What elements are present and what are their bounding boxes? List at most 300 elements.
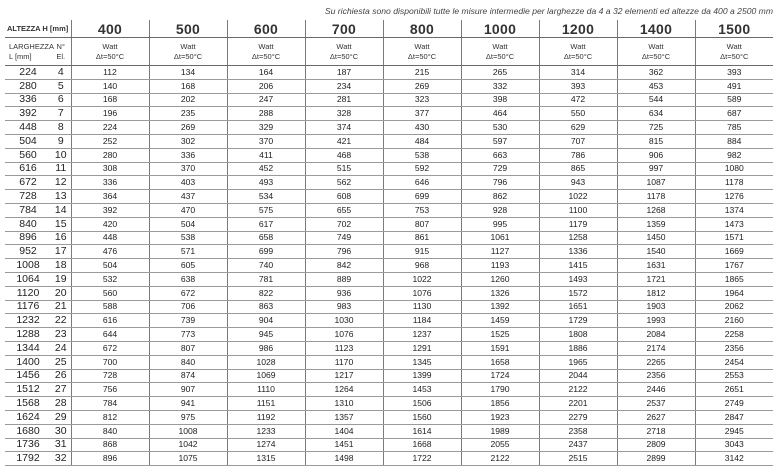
width-cell: 280 bbox=[5, 79, 51, 93]
watt-cell: 3043 bbox=[695, 438, 773, 452]
table-row bbox=[5, 190, 773, 204]
watt-cell: 907 bbox=[149, 383, 227, 397]
watt-cell: 2809 bbox=[617, 438, 695, 452]
watt-cell: 608 bbox=[305, 190, 383, 204]
watt-cell: 1233 bbox=[227, 424, 305, 438]
watt-cell: 265 bbox=[461, 66, 539, 80]
width-cell: 672 bbox=[5, 176, 51, 190]
watt-cell: 889 bbox=[305, 272, 383, 286]
height-600-header: 600 bbox=[227, 20, 305, 38]
unit-header-cell bbox=[539, 38, 617, 66]
elements-cell: 20 bbox=[51, 286, 71, 300]
watt-cell: 314 bbox=[539, 66, 617, 80]
watt-cell: 753 bbox=[383, 203, 461, 217]
watt-cell: 785 bbox=[695, 121, 773, 135]
width-cell: 1512 bbox=[5, 383, 51, 397]
table-row bbox=[5, 231, 773, 245]
watt-cell: 906 bbox=[617, 148, 695, 162]
watt-cell: 1326 bbox=[461, 286, 539, 300]
table-row bbox=[5, 341, 773, 355]
watt-cell: 504 bbox=[149, 217, 227, 231]
watt-cell: 1291 bbox=[383, 341, 461, 355]
watt-cell: 2358 bbox=[539, 424, 617, 438]
watt-cell: 1315 bbox=[227, 452, 305, 466]
unit-header-cell bbox=[305, 38, 383, 66]
watt-cell: 472 bbox=[539, 93, 617, 107]
width-cell: 1176 bbox=[5, 300, 51, 314]
watt-cell: 868 bbox=[71, 438, 149, 452]
watt-cell: 196 bbox=[71, 107, 149, 121]
unit-header-cell bbox=[617, 38, 695, 66]
watt-cell: 589 bbox=[695, 93, 773, 107]
unit-watt: Watt bbox=[648, 42, 664, 51]
watt-cell: 2258 bbox=[695, 328, 773, 342]
watt-cell: 1790 bbox=[461, 383, 539, 397]
watt-cell: 1276 bbox=[695, 190, 773, 204]
watt-cell: 2055 bbox=[461, 438, 539, 452]
watt-cell: 1572 bbox=[539, 286, 617, 300]
table-row bbox=[5, 300, 773, 314]
watt-cell: 2084 bbox=[617, 328, 695, 342]
watt-cell: 411 bbox=[227, 148, 305, 162]
watt-cell: 663 bbox=[461, 148, 539, 162]
watt-cell: 1459 bbox=[461, 314, 539, 328]
table-row bbox=[5, 272, 773, 286]
watt-cell: 975 bbox=[149, 410, 227, 424]
watt-cell: 534 bbox=[227, 190, 305, 204]
unit-header-cell bbox=[695, 38, 773, 66]
elements-cell: 9 bbox=[51, 134, 71, 148]
table-row bbox=[5, 383, 773, 397]
watt-cell: 592 bbox=[383, 162, 461, 176]
unit-header-row bbox=[5, 38, 773, 66]
watt-cell: 1178 bbox=[617, 190, 695, 204]
watt-cell: 672 bbox=[71, 341, 149, 355]
unit-header-cell bbox=[149, 38, 227, 66]
watt-cell: 168 bbox=[149, 79, 227, 93]
watt-cell: 986 bbox=[227, 341, 305, 355]
watt-cell: 729 bbox=[461, 162, 539, 176]
watt-cell: 1450 bbox=[617, 231, 695, 245]
elements-cell: 25 bbox=[51, 355, 71, 369]
watt-cell: 476 bbox=[71, 245, 149, 259]
watt-cell: 538 bbox=[383, 148, 461, 162]
watt-cell: 672 bbox=[149, 286, 227, 300]
watt-cell: 1989 bbox=[461, 424, 539, 438]
elements-cell: 30 bbox=[51, 424, 71, 438]
unit-watt: Watt bbox=[492, 42, 508, 51]
watt-cell: 1264 bbox=[305, 383, 383, 397]
watt-cell: 739 bbox=[149, 314, 227, 328]
watt-cell: 2749 bbox=[695, 397, 773, 411]
watt-cell: 202 bbox=[149, 93, 227, 107]
watt-cell: 370 bbox=[227, 134, 305, 148]
watt-cell: 874 bbox=[149, 369, 227, 383]
watt-cell: 504 bbox=[71, 259, 149, 273]
watt-cell: 983 bbox=[305, 300, 383, 314]
watt-cell: 453 bbox=[617, 79, 695, 93]
unit-header-cell bbox=[227, 38, 305, 66]
watt-cell: 575 bbox=[227, 203, 305, 217]
watt-cell: 1451 bbox=[305, 438, 383, 452]
table-row bbox=[5, 203, 773, 217]
watt-cell: 437 bbox=[149, 190, 227, 204]
watt-cell: 1658 bbox=[461, 355, 539, 369]
watt-cell: 420 bbox=[71, 217, 149, 231]
watt-cell: 725 bbox=[617, 121, 695, 135]
watt-cell: 532 bbox=[71, 272, 149, 286]
watt-cell: 403 bbox=[149, 176, 227, 190]
watt-cell: 362 bbox=[617, 66, 695, 80]
watt-cell: 1151 bbox=[227, 397, 305, 411]
table-row bbox=[5, 286, 773, 300]
elements-label: N° bbox=[56, 42, 65, 51]
watt-cell: 1453 bbox=[383, 383, 461, 397]
performance-table bbox=[5, 20, 773, 466]
watt-cell: 2122 bbox=[461, 452, 539, 466]
watt-cell: 164 bbox=[227, 66, 305, 80]
width-cell: 1624 bbox=[5, 410, 51, 424]
watt-cell: 997 bbox=[617, 162, 695, 176]
watt-cell: 807 bbox=[383, 217, 461, 231]
elements-cell: 27 bbox=[51, 383, 71, 397]
watt-cell: 982 bbox=[695, 148, 773, 162]
table-row bbox=[5, 148, 773, 162]
watt-cell: 1217 bbox=[305, 369, 383, 383]
elements-cell: 15 bbox=[51, 217, 71, 231]
elements-cell: 26 bbox=[51, 369, 71, 383]
watt-cell: 1061 bbox=[461, 231, 539, 245]
watt-cell: 452 bbox=[227, 162, 305, 176]
elements-cell: 10 bbox=[51, 148, 71, 162]
watt-cell: 1260 bbox=[461, 272, 539, 286]
watt-cell: 699 bbox=[383, 190, 461, 204]
watt-cell: 224 bbox=[71, 121, 149, 135]
watt-cell: 1721 bbox=[617, 272, 695, 286]
watt-cell: 756 bbox=[71, 383, 149, 397]
watt-cell: 448 bbox=[71, 231, 149, 245]
watt-cell: 1345 bbox=[383, 355, 461, 369]
watt-cell: 1856 bbox=[461, 397, 539, 411]
unit-delta-t: Δt=50°C bbox=[173, 51, 203, 61]
watt-cell: 702 bbox=[305, 217, 383, 231]
elements-cell: 19 bbox=[51, 272, 71, 286]
width-cell: 1568 bbox=[5, 397, 51, 411]
watt-cell: 2847 bbox=[695, 410, 773, 424]
width-cell: 392 bbox=[5, 107, 51, 121]
watt-cell: 1179 bbox=[539, 217, 617, 231]
watt-cell: 1669 bbox=[695, 245, 773, 259]
watt-cell: 374 bbox=[305, 121, 383, 135]
watt-cell: 904 bbox=[227, 314, 305, 328]
elements-cell: 12 bbox=[51, 176, 71, 190]
unit-watt: Watt bbox=[102, 42, 118, 51]
watt-cell: 1923 bbox=[461, 410, 539, 424]
watt-cell: 1336 bbox=[539, 245, 617, 259]
table-row bbox=[5, 328, 773, 342]
width-cell: 1400 bbox=[5, 355, 51, 369]
watt-cell: 1392 bbox=[461, 300, 539, 314]
elements-cell: 6 bbox=[51, 93, 71, 107]
watt-cell: 1274 bbox=[227, 438, 305, 452]
watt-cell: 699 bbox=[227, 245, 305, 259]
watt-cell: 1399 bbox=[383, 369, 461, 383]
watt-cell: 332 bbox=[461, 79, 539, 93]
watt-cell: 928 bbox=[461, 203, 539, 217]
elements-cell: 18 bbox=[51, 259, 71, 273]
watt-cell: 865 bbox=[539, 162, 617, 176]
watt-cell: 2553 bbox=[695, 369, 773, 383]
watt-cell: 2945 bbox=[695, 424, 773, 438]
watt-cell: 1237 bbox=[383, 328, 461, 342]
table-row bbox=[5, 397, 773, 411]
watt-cell: 1076 bbox=[383, 286, 461, 300]
watt-cell: 329 bbox=[227, 121, 305, 135]
watt-cell: 1560 bbox=[383, 410, 461, 424]
watt-cell: 2718 bbox=[617, 424, 695, 438]
watt-cell: 269 bbox=[383, 79, 461, 93]
height-500-header: 500 bbox=[149, 20, 227, 38]
width-unit: L [mm] bbox=[9, 51, 32, 61]
watt-cell: 1170 bbox=[305, 355, 383, 369]
table-row bbox=[5, 107, 773, 121]
watt-cell: 597 bbox=[461, 134, 539, 148]
watt-cell: 616 bbox=[71, 314, 149, 328]
watt-cell: 2201 bbox=[539, 397, 617, 411]
watt-cell: 863 bbox=[227, 300, 305, 314]
watt-cell: 1540 bbox=[617, 245, 695, 259]
elements-cell: 28 bbox=[51, 397, 71, 411]
table-row bbox=[5, 369, 773, 383]
width-cell: 448 bbox=[5, 121, 51, 135]
watt-cell: 206 bbox=[227, 79, 305, 93]
width-column-header bbox=[5, 38, 55, 66]
watt-cell: 1100 bbox=[539, 203, 617, 217]
watt-cell: 392 bbox=[71, 203, 149, 217]
watt-cell: 1865 bbox=[695, 272, 773, 286]
watt-cell: 842 bbox=[305, 259, 383, 273]
watt-cell: 1022 bbox=[539, 190, 617, 204]
watt-cell: 134 bbox=[149, 66, 227, 80]
watt-cell: 544 bbox=[617, 93, 695, 107]
watt-cell: 588 bbox=[71, 300, 149, 314]
elements-column-header bbox=[51, 38, 71, 66]
watt-cell: 2437 bbox=[539, 438, 617, 452]
watt-cell: 773 bbox=[149, 328, 227, 342]
width-cell: 1008 bbox=[5, 259, 51, 273]
elements-cell: 5 bbox=[51, 79, 71, 93]
watt-cell: 1767 bbox=[695, 259, 773, 273]
watt-cell: 393 bbox=[695, 66, 773, 80]
watt-cell: 1993 bbox=[617, 314, 695, 328]
watt-cell: 655 bbox=[305, 203, 383, 217]
watt-cell: 470 bbox=[149, 203, 227, 217]
width-cell: 896 bbox=[5, 231, 51, 245]
watt-cell: 812 bbox=[71, 410, 149, 424]
width-cell: 336 bbox=[5, 93, 51, 107]
watt-cell: 2627 bbox=[617, 410, 695, 424]
watt-cell: 393 bbox=[539, 79, 617, 93]
watt-cell: 215 bbox=[383, 66, 461, 80]
unit-delta-t: Δt=50°C bbox=[485, 51, 515, 61]
watt-cell: 1404 bbox=[305, 424, 383, 438]
unit-delta-t: Δt=50°C bbox=[407, 51, 437, 61]
table-row bbox=[5, 424, 773, 438]
height-800-header: 800 bbox=[383, 20, 461, 38]
elements-cell: 31 bbox=[51, 438, 71, 452]
watt-cell: 1028 bbox=[227, 355, 305, 369]
watt-cell: 2356 bbox=[617, 369, 695, 383]
watt-cell: 280 bbox=[71, 148, 149, 162]
watt-cell: 707 bbox=[539, 134, 617, 148]
watt-cell: 468 bbox=[305, 148, 383, 162]
width-cell: 840 bbox=[5, 217, 51, 231]
watt-cell: 1415 bbox=[539, 259, 617, 273]
watt-cell: 1903 bbox=[617, 300, 695, 314]
watt-cell: 740 bbox=[227, 259, 305, 273]
unit-delta-t: Δt=50°C bbox=[641, 51, 671, 61]
watt-cell: 1651 bbox=[539, 300, 617, 314]
elements-cell: 21 bbox=[51, 300, 71, 314]
watt-cell: 1729 bbox=[539, 314, 617, 328]
watt-cell: 862 bbox=[461, 190, 539, 204]
unit-header-cell bbox=[71, 38, 149, 66]
table-body bbox=[5, 66, 773, 466]
width-cell: 952 bbox=[5, 245, 51, 259]
table-row bbox=[5, 66, 773, 80]
height-400-header: 400 bbox=[71, 20, 149, 38]
watt-cell: 2279 bbox=[539, 410, 617, 424]
watt-cell: 945 bbox=[227, 328, 305, 342]
watt-cell: 1008 bbox=[149, 424, 227, 438]
watt-cell: 943 bbox=[539, 176, 617, 190]
watt-cell: 749 bbox=[305, 231, 383, 245]
watt-cell: 430 bbox=[383, 121, 461, 135]
unit-delta-t: Δt=50°C bbox=[563, 51, 593, 61]
watt-cell: 896 bbox=[71, 452, 149, 466]
watt-cell: 700 bbox=[71, 355, 149, 369]
watt-cell: 1030 bbox=[305, 314, 383, 328]
watt-cell: 2122 bbox=[539, 383, 617, 397]
watt-cell: 784 bbox=[71, 397, 149, 411]
watt-cell: 1614 bbox=[383, 424, 461, 438]
watt-cell: 840 bbox=[149, 355, 227, 369]
watt-cell: 2160 bbox=[695, 314, 773, 328]
watt-cell: 1110 bbox=[227, 383, 305, 397]
watt-cell: 1808 bbox=[539, 328, 617, 342]
watt-cell: 629 bbox=[539, 121, 617, 135]
watt-cell: 491 bbox=[695, 79, 773, 93]
watt-cell: 323 bbox=[383, 93, 461, 107]
watt-cell: 2446 bbox=[617, 383, 695, 397]
watt-cell: 1178 bbox=[695, 176, 773, 190]
width-label: LARGHEZZA bbox=[9, 42, 55, 51]
watt-cell: 840 bbox=[71, 424, 149, 438]
watt-cell: 786 bbox=[539, 148, 617, 162]
watt-cell: 915 bbox=[383, 245, 461, 259]
watt-cell: 1076 bbox=[305, 328, 383, 342]
watt-cell: 1075 bbox=[149, 452, 227, 466]
watt-cell: 1310 bbox=[305, 397, 383, 411]
elements-cell: 16 bbox=[51, 231, 71, 245]
watt-cell: 658 bbox=[227, 231, 305, 245]
width-cell: 784 bbox=[5, 203, 51, 217]
height-1400-header: 1400 bbox=[617, 20, 695, 38]
watt-cell: 562 bbox=[305, 176, 383, 190]
watt-cell: 168 bbox=[71, 93, 149, 107]
watt-cell: 1258 bbox=[539, 231, 617, 245]
watt-cell: 706 bbox=[149, 300, 227, 314]
unit-watt: Watt bbox=[336, 42, 352, 51]
watt-cell: 728 bbox=[71, 369, 149, 383]
watt-cell: 796 bbox=[305, 245, 383, 259]
watt-cell: 1184 bbox=[383, 314, 461, 328]
height-header-row bbox=[5, 20, 773, 38]
watt-cell: 377 bbox=[383, 107, 461, 121]
unit-delta-t: Δt=50°C bbox=[95, 51, 125, 61]
elements-cell: 4 bbox=[51, 66, 71, 80]
width-cell: 1288 bbox=[5, 328, 51, 342]
watt-cell: 1359 bbox=[617, 217, 695, 231]
watt-cell: 398 bbox=[461, 93, 539, 107]
elements-cell: 14 bbox=[51, 203, 71, 217]
watt-cell: 538 bbox=[149, 231, 227, 245]
watt-cell: 308 bbox=[71, 162, 149, 176]
table-row bbox=[5, 438, 773, 452]
watt-cell: 1571 bbox=[695, 231, 773, 245]
unit-header-cell bbox=[383, 38, 461, 66]
watt-cell: 484 bbox=[383, 134, 461, 148]
watt-cell: 1087 bbox=[617, 176, 695, 190]
watt-cell: 140 bbox=[71, 79, 149, 93]
watt-cell: 364 bbox=[71, 190, 149, 204]
table-row bbox=[5, 134, 773, 148]
watt-cell: 560 bbox=[71, 286, 149, 300]
watt-cell: 1965 bbox=[539, 355, 617, 369]
watt-cell: 370 bbox=[149, 162, 227, 176]
watt-cell: 2899 bbox=[617, 452, 695, 466]
watt-cell: 1964 bbox=[695, 286, 773, 300]
elements-cell: 29 bbox=[51, 410, 71, 424]
watt-cell: 2651 bbox=[695, 383, 773, 397]
watt-cell: 1493 bbox=[539, 272, 617, 286]
watt-cell: 1130 bbox=[383, 300, 461, 314]
watt-cell: 1042 bbox=[149, 438, 227, 452]
watt-cell: 1127 bbox=[461, 245, 539, 259]
watt-cell: 796 bbox=[461, 176, 539, 190]
width-cell: 728 bbox=[5, 190, 51, 204]
watt-cell: 968 bbox=[383, 259, 461, 273]
elements-cell: 23 bbox=[51, 328, 71, 342]
watt-cell: 464 bbox=[461, 107, 539, 121]
width-cell: 1680 bbox=[5, 424, 51, 438]
watt-cell: 1886 bbox=[539, 341, 617, 355]
watt-cell: 687 bbox=[695, 107, 773, 121]
watt-cell: 571 bbox=[149, 245, 227, 259]
watt-cell: 550 bbox=[539, 107, 617, 121]
watt-cell: 1473 bbox=[695, 217, 773, 231]
watt-cell: 1498 bbox=[305, 452, 383, 466]
watt-cell: 1192 bbox=[227, 410, 305, 424]
watt-cell: 493 bbox=[227, 176, 305, 190]
watt-cell: 1668 bbox=[383, 438, 461, 452]
watt-cell: 2044 bbox=[539, 369, 617, 383]
elements-cell: 8 bbox=[51, 121, 71, 135]
watt-cell: 247 bbox=[227, 93, 305, 107]
height-700-header: 700 bbox=[305, 20, 383, 38]
watt-cell: 1193 bbox=[461, 259, 539, 273]
table-row bbox=[5, 93, 773, 107]
